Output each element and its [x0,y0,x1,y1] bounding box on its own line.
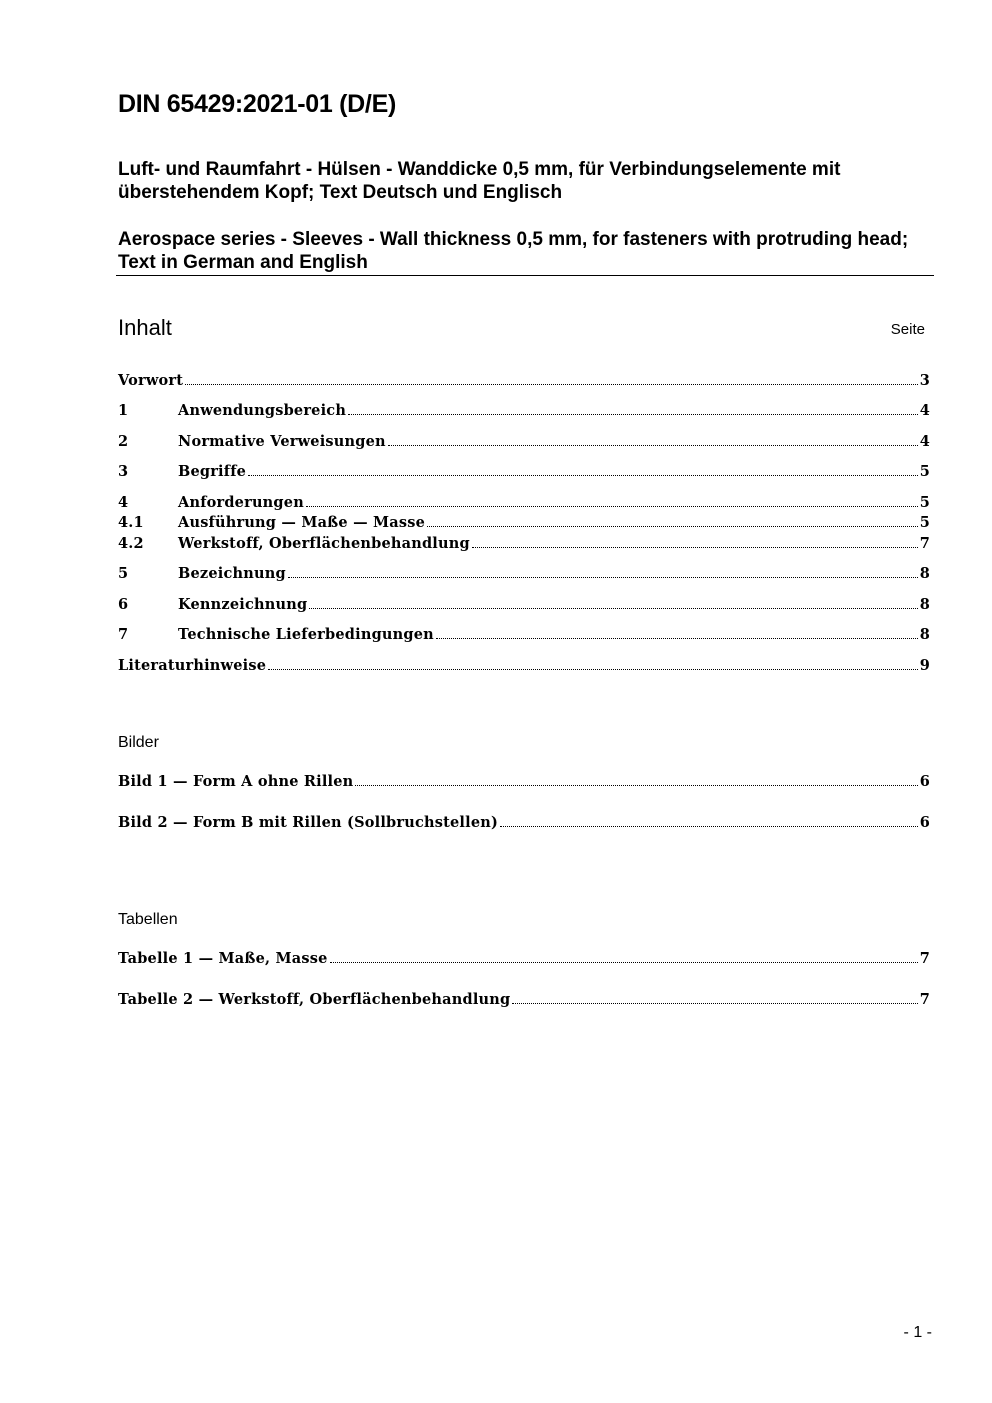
toc-entry-title: Anforderungen [178,494,304,511]
dot-leader [268,668,918,670]
table-entry-page: 7 [919,991,930,1008]
dot-leader [288,576,918,578]
toc-entry-title: Begriffe [178,463,247,480]
toc-entry-title: Technische Lieferbedingungen [178,626,434,643]
title-english: Aerospace series - Sleeves - Wall thickness 0,5 mm, for fasteners with protruding head; Text in German and English [118,229,909,273]
toc-entry[interactable] [118,565,930,583]
toc-entry-number: 4.1 [118,514,144,531]
toc-entry[interactable] [118,372,930,390]
toc-entry-number: 2 [118,433,129,450]
toc-entry[interactable] [118,402,930,420]
toc-entry-page: 3 [919,372,930,389]
toc-entry-page: 8 [919,565,930,582]
toc-heading: Inhalt [118,315,172,340]
toc-entry-page: 7 [919,535,930,552]
toc-entry[interactable] [118,535,930,553]
figure-entry[interactable] [118,773,930,791]
figure-entry[interactable] [118,814,930,832]
toc-entry-number: 4.2 [118,535,144,552]
document-id: DIN 65429:2021-01 (D/E) [118,90,396,118]
table-entry[interactable] [118,950,930,968]
toc-entry[interactable] [118,596,930,614]
tables-heading: Tabellen [118,911,178,928]
toc-entry-number: 6 [118,596,129,613]
dot-leader [436,637,918,639]
toc-entry-page: 5 [919,514,930,531]
dot-leader [472,546,918,548]
dot-leader [248,474,918,476]
toc-entry-title: Kennzeichnung [178,596,308,613]
figure-entry-page: 6 [919,814,930,831]
toc-entry[interactable] [118,626,930,644]
dot-leader [348,413,918,415]
toc-entry[interactable] [118,514,930,532]
figure-entry-page: 6 [919,773,930,790]
page-column-label: Seite [890,321,925,338]
toc-entry-page: 4 [919,402,930,419]
toc-entry-title: Vorwort [118,372,184,389]
toc-entry-title: Literaturhinweise [118,657,267,674]
toc-entry-number: 4 [118,494,129,511]
toc-entry-page: 8 [919,596,930,613]
figure-entry-title: Bild 1 — Form A ohne Rillen [118,773,354,790]
toc-entry[interactable] [118,433,930,451]
title-divider [116,275,934,276]
toc-entry-page: 9 [919,657,930,674]
toc-entry-title: Bezeichnung [178,565,286,582]
title-german: Luft- und Raumfahrt - Hülsen - Wanddicke 0,5 mm, für Verbindungselemente mit überstehendem Kopf; Text Deutsch und Englisch [118,159,841,203]
dot-leader [185,383,918,385]
toc-entry-page: 8 [919,626,930,643]
toc-entry-page: 5 [919,494,930,511]
toc-entry-page: 4 [919,433,930,450]
figure-entry-title: Bild 2 — Form B mit Rillen (Sollbruchstellen) [118,814,499,831]
toc-entry-number: 5 [118,565,129,582]
dot-leader [330,961,918,963]
toc-entry[interactable] [118,494,930,512]
dot-leader [500,825,918,827]
toc-entry-title: Ausführung — Maße — Masse [178,514,426,531]
dot-leader [355,784,917,786]
toc-entry[interactable] [118,463,930,481]
toc-entry-title: Anwendungsbereich [178,402,347,419]
table-entry-title: Tabelle 1 — Maße, Masse [118,950,328,967]
table-entry-page: 7 [919,950,930,967]
toc-entry-page: 5 [919,463,930,480]
toc-entry-number: 3 [118,463,129,480]
dot-leader [309,607,917,609]
dot-leader [427,525,918,527]
dot-leader [512,1002,917,1004]
figures-heading: Bilder [118,734,159,751]
page-number: - 1 - [903,1324,932,1341]
toc-entry-title: Normative Verweisungen [178,433,386,450]
table-entry[interactable] [118,991,930,1009]
toc-entry-number: 7 [118,626,129,643]
table-entry-title: Tabelle 2 — Werkstoff, Oberflächenbehandlung [118,991,511,1008]
toc-entry-number: 1 [118,402,129,419]
dot-leader [306,505,918,507]
dot-leader [388,444,918,446]
toc-entry[interactable] [118,657,930,675]
toc-entry-title: Werkstoff, Oberflächenbehandlung [178,535,470,552]
